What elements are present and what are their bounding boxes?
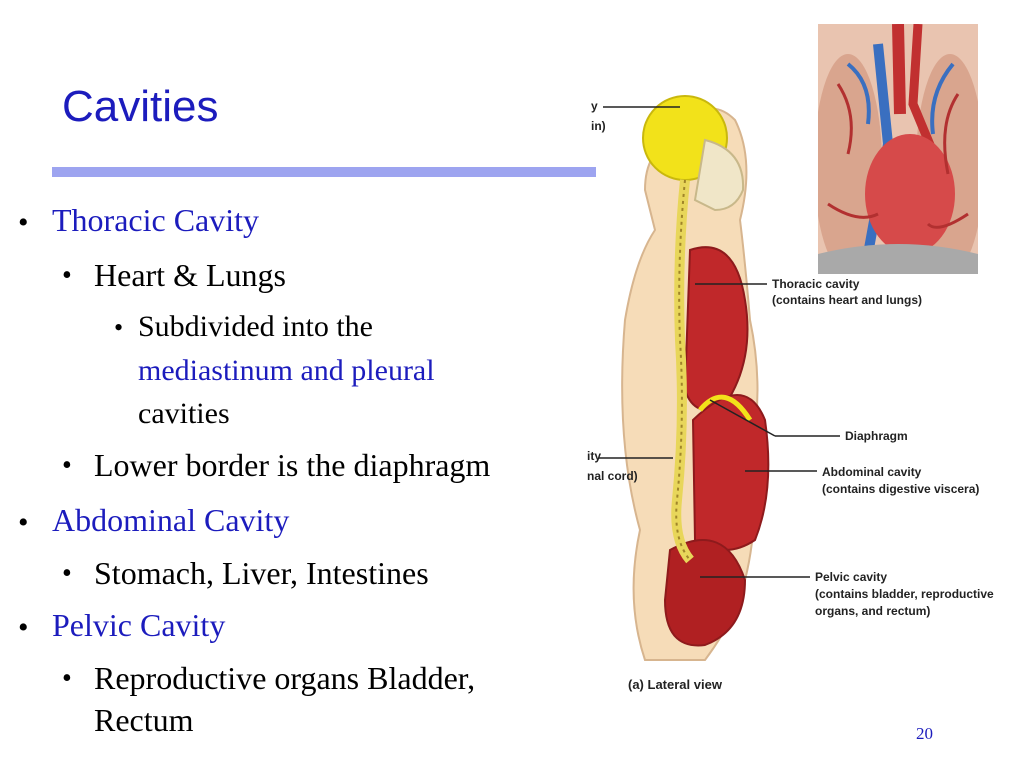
lateral-view-figure [585, 60, 1024, 700]
bullet-subdivided-line3: cavities [138, 397, 230, 430]
figure-caption: (a) Lateral view [628, 677, 722, 692]
page-number: 20 [916, 724, 933, 743]
bullet-dot: • [18, 206, 29, 239]
bullet-dot: • [62, 558, 72, 589]
pelvic-cavity-sublabel-2: organs, and rectum) [815, 604, 931, 618]
cranial-label-fragment-1: y [591, 99, 598, 113]
diaphragm-label: Diaphragm [845, 429, 908, 443]
abdominal-cavity-shape [693, 395, 768, 550]
cranial-label-fragment-2: in) [591, 119, 606, 133]
thoracic-cavity-sublabel: (contains heart and lungs) [772, 293, 923, 307]
bullet-dot: • [62, 450, 72, 481]
pelvic-cavity-shape [665, 540, 745, 645]
thoracic-cavity-label: Thoracic cavity [772, 277, 860, 291]
title-underline [52, 167, 596, 177]
spinal-label-fragment-1: ity [587, 449, 602, 463]
bullet-abdominal-cavity: Abdominal Cavity [52, 502, 290, 538]
pelvic-cavity-sublabel-1: (contains bladder, reproductive [815, 587, 994, 601]
bullet-stomach-liver: Stomach, Liver, Intestines [94, 555, 429, 591]
bullet-heart-lungs: Heart & Lungs [94, 257, 286, 293]
bullet-dot: • [18, 611, 29, 644]
bullet-pelvic-cavity: Pelvic Cavity [52, 607, 226, 643]
bullet-subdivided-line1: Subdivided into the [138, 310, 373, 343]
bullet-reproductive-line1: Reproductive organs Bladder, [94, 660, 476, 696]
bullet-dot: • [62, 260, 72, 291]
bullet-dot: • [18, 506, 29, 539]
spinal-label-fragment-2: nal cord) [587, 469, 638, 483]
abdominal-cavity-label: Abdominal cavity [822, 465, 922, 479]
slide-title: Cavities [62, 82, 219, 131]
bullet-lower-border: Lower border is the diaphragm [94, 447, 491, 483]
bullet-subdivided-line2: mediastinum and pleural [138, 354, 435, 387]
bullet-thoracic-cavity: Thoracic Cavity [52, 202, 260, 238]
pelvic-cavity-label: Pelvic cavity [815, 570, 888, 584]
bullet-dot: • [62, 663, 72, 694]
bullet-reproductive-line2: Rectum [94, 702, 194, 738]
abdominal-cavity-sublabel: (contains digestive viscera) [822, 482, 980, 496]
bullet-dot: • [114, 313, 124, 342]
